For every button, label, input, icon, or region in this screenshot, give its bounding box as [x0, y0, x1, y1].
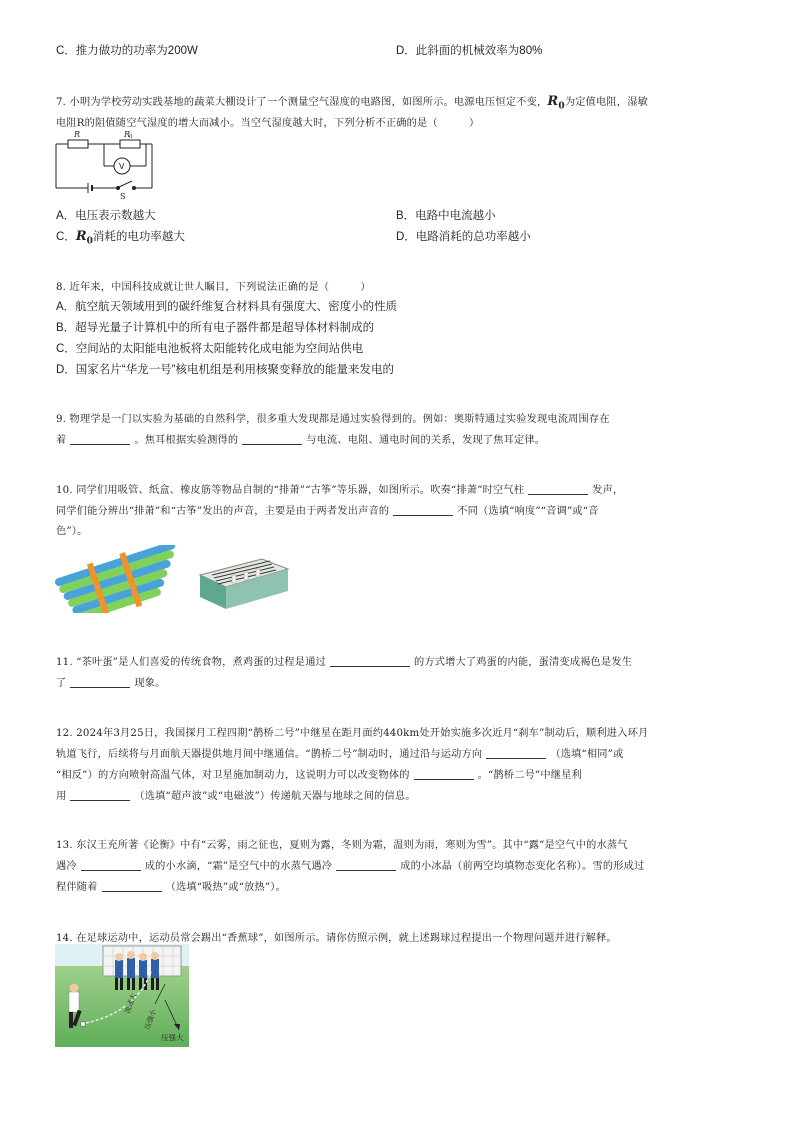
q7-stem: 7. 小明为学校劳动实践基地的蔬菜大棚设计了一个测量空气湿度的电路图，如图所示。电源电压恒定不变，$R_0$为定值电阻，湿敏 [56, 94, 648, 112]
q13-line1: 13. 东汉王充所著《论衡》中有“云雾，雨之征也，夏则为露，冬则为霜，温则为雨，寒则为雪”。其中“露”是空气中的水蒸气 [56, 840, 628, 851]
q8-option-b: B．超导光量子计算机中的所有电子器件都是超导体材料制成的 [56, 322, 375, 334]
pan-flute-image [55, 545, 185, 613]
blank [336, 860, 396, 871]
label-r0: R [124, 130, 131, 139]
banana-kick-image [55, 944, 189, 1047]
q8-stem: 8. 近年来，中国科技成就让世人瞩目，下列说法正确的是（ ） [56, 282, 371, 293]
resistor-r [68, 140, 88, 148]
label-high-speed: 流速大 [123, 992, 139, 1015]
q12-line3: “相反”）的方向喷射高温气体，对卫星施加制动力，这说明力可以改变物体的 。“鹊桥二号”中继星利 [56, 770, 582, 781]
q9-line1: 9. 物理学是一门以实验为基础的自然科学，很多重大发现都是通过实验得到的。例如：奥斯特通过实验发现电流周围存在 [56, 414, 610, 425]
label-r0-sub: 0 [129, 134, 133, 140]
blank [393, 505, 453, 516]
q10-line1: 10. 同学们用吸管、纸盒、橡皮筋等物品自制的“排萧”“古筝”等乐器，如图所示。吹奏“排萧”时空气柱 发声， [56, 485, 624, 496]
blank [486, 748, 546, 759]
q12-line1: 12. 2024年3月25日，我国探月工程四期“鹊桥二号”中继星在距月面约440km处开始实施多次近月“刹车”制动后，顺利进入环月 [56, 728, 649, 739]
q6-option-d: D．此斜面的机械效率为80% [396, 45, 543, 57]
q7-circuit-diagram [52, 128, 156, 200]
q10-line3: 色”）。 [56, 526, 88, 537]
q11-line1: 11. “茶叶蛋”是人们喜爱的传统食物，煮鸡蛋的过程是通过 的方式增大了鸡蛋的内能，蛋清变成褐色是发生 [56, 657, 633, 668]
blank [414, 769, 474, 780]
resistor-r0 [120, 140, 140, 148]
blank [81, 860, 141, 871]
label-v: V [119, 162, 125, 171]
blank [70, 434, 130, 445]
zither-image [192, 545, 292, 613]
r0-symbol: $R_0$ [547, 94, 565, 112]
q13-line2: 遇冷 成的小水滴，“霜”是空气中的水蒸气遇冷 成的小冰晶（前两空均填物态变化名称）。雪的形成过 [56, 861, 645, 872]
q13-line3: 程伴随着 （选填“吸热”或“放热”）。 [56, 882, 286, 893]
label-high-pressure: 压强大 [161, 1033, 184, 1042]
blank [102, 881, 162, 892]
r0-symbol: $R_0$ [75, 229, 93, 247]
q8-option-d: D．国家名片“华龙一号”核电机组是利用核聚变释放的能量来发电的 [56, 364, 394, 376]
label-s: S [120, 192, 126, 200]
q6-option-c: C．推力做功的功率为200W [56, 45, 198, 57]
q7-option-d: D．电路消耗的总功率越小 [396, 231, 531, 243]
blank [70, 677, 130, 688]
q7-option-b: B．电路中电流越小 [396, 210, 496, 222]
q7-stem-line2: 电阻R的阻值随空气湿度的增大而减小。当空气湿度越大时，下列分析不正确的是（ ） [56, 118, 480, 129]
label-low-pressure: 压强小 [143, 1008, 159, 1031]
q11-line2: 了 现象。 [56, 678, 166, 689]
q12-line4: 用 （选填“超声波”或“电磁波”）传递航天器与地球之间的信息。 [56, 791, 416, 802]
blank [242, 434, 302, 445]
q8-option-a: A．航空航天领域用到的碳纤维复合材料具有强度大、密度小的性质 [56, 301, 398, 313]
q10-line2: 同学们能分辨出“排萧”和“古筝”发出的声音，主要是由于两者发出声音的 不同（选填“响度”“音调”或“音 [56, 506, 599, 517]
blank [70, 790, 130, 801]
q14-stem: 14. 在足球运动中，运动员常会踢出“香蕉球”，如图所示。请你仿照示例，就上述踢球过程提出一个物理问题并进行解释。 [56, 933, 617, 944]
q7-option-c: C．$R_0$消耗的电功率越大 [56, 229, 185, 247]
blank [330, 656, 410, 667]
q7-option-a: A．电压表示数越大 [56, 210, 156, 222]
q8-option-c: C．空间站的太阳能电池板将太阳能转化成电能为空间站供电 [56, 343, 364, 355]
q12-line2: 轨道飞行，后续将与月面航天器提供地月间中继通信。“鹊桥二号”制动时，通过沿与运动方向 （选填“相同”或 [56, 749, 624, 760]
q9-line2: 着 。焦耳根据实验测得的 与电流、电阻、通电时间的关系，发现了焦耳定律。 [56, 435, 546, 446]
label-r: R [74, 130, 81, 139]
blank [528, 484, 588, 495]
